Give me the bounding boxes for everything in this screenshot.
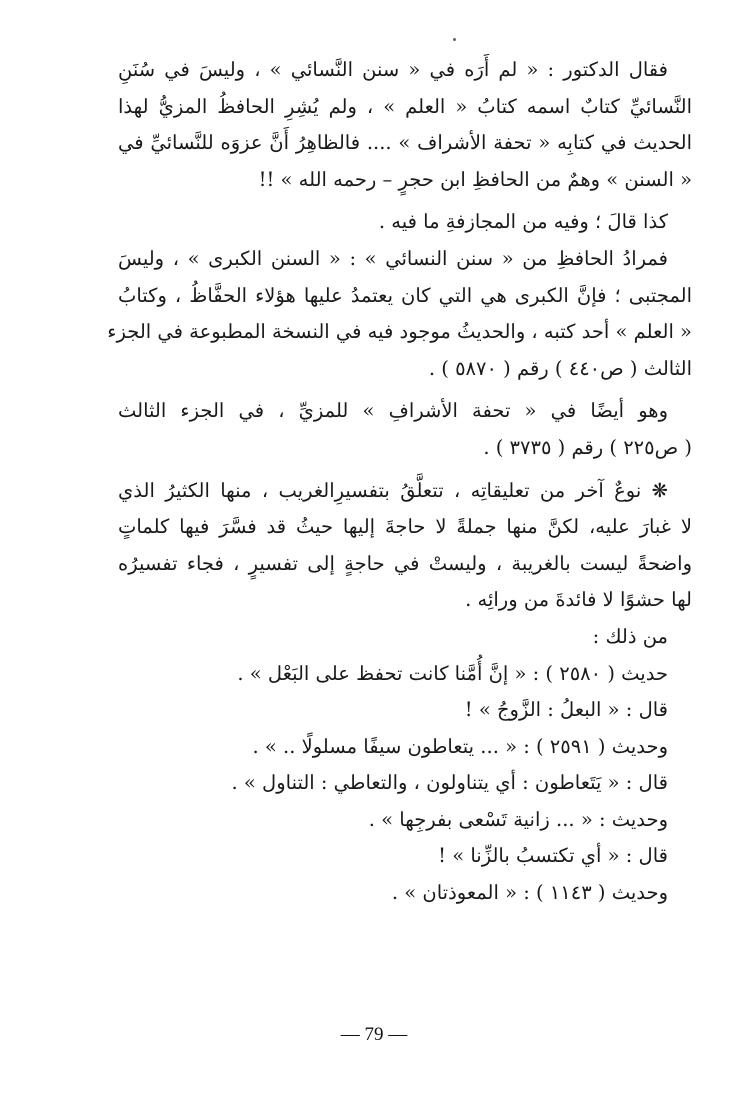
examples-intro: من ذلك :: [592, 624, 668, 648]
text-line: كذا قالَ ؛ وفيه من المجازفةِ ما فيه .: [378, 210, 668, 234]
paragraph-hafiz-intent: [107, 241, 692, 387]
text-line: « السنن » وهمٌ من الحافظِ ابن حجرٍ – رحمه الله » !!: [258, 167, 692, 191]
example-line: وحديث ( ١١٤٣ ) : « المعوذتان » .: [391, 881, 668, 905]
example-line: وحديث : « ... زانية تَسْعى بفرجِها » .: [368, 807, 668, 831]
text-line: النَّسائيِّ كتابٌ اسمه كتابُ « العلم » ، ولم يُشِرِ الحافظُ المزيُّ لهذا: [118, 94, 692, 118]
text-line: لها حشوًا لا فائدةَ من ورائِه .: [465, 588, 692, 612]
text-line: واضحةً ليست بالغريبة ، وليستْ في حاجةٍ إلى تفسيرٍ ، فجاء تفسيرُه: [118, 551, 692, 575]
body-text: [107, 52, 692, 912]
example-line: قال : « أي تكتسبُ بالزِّنا » !: [438, 844, 668, 868]
paragraph-doctor-quote: [118, 52, 692, 198]
text-line: المجتبى ؛ فإنَّ الكبرى هي التي كان يعتمدُ عليها هؤلاء الحفَّاظُ ، وكتابُ: [118, 283, 692, 307]
paragraph-tuhfat-reference: [118, 393, 692, 466]
text-line: لا غبارَ عليه، لكنَّ منها جملةً لا حاجةَ إليها حيثُ قد فسَّرَ فيها كلماتٍ: [118, 515, 692, 539]
text-line: فقال الدكتور : « لم أَرَه في « سنن النَّسائي » ، وليسَ في سُنَنِ: [118, 58, 668, 81]
scan-dot-mark: [453, 38, 456, 41]
text-line: ❋ نوعٌ آخر من تعليقاتِه ، تتعلَّقُ بتفسيرِالغريب ، منها الكثيرُ الذي: [118, 478, 668, 502]
text-line: وهو أيضًا في « تحفة الأشرافِ » للمزيِّ ، في الجزء الثالث: [118, 399, 668, 423]
example-line: قال : « البعلُ : الزَّوجُ » !: [464, 698, 668, 722]
text-line: « العلم » أحد كتبه ، والحديثُ موجود فيه في النسخة المطبوعة في الجزء: [107, 320, 692, 344]
example-line: حديث ( ٢٥٨٠ ) : « إنَّ أُمَّنا كانت تحفظ على البَعْل » .: [237, 661, 668, 685]
paragraph-gharib-explanations: [118, 473, 692, 619]
page-number: — 79 —: [340, 1024, 408, 1045]
example-line: قال : « يَتَعاطون : أي يتناولون ، والتعاطي : التناول » .: [231, 771, 668, 795]
paragraph-comment: [118, 204, 692, 241]
text-line: فمرادُ الحافظِ من « سنن النسائي » : « السنن الكبرى » ، وليسَ: [118, 246, 668, 270]
text-line: الثالث ( ص٤٤٠ ) رقم ( ٥٨٧٠ ) .: [428, 356, 692, 380]
text-line: ( ص٢٢٥ ) رقم ( ٣٧٣٥ ) .: [483, 435, 692, 459]
example-line: وحديث ( ٢٥٩١ ) : « ... يتعاطون سيفًا مسلولًا .. » .: [252, 734, 668, 758]
text-line: الحديث في كتابِه « تحفة الأشراف » .... فالظاهِرُ أَنَّ عزوَه للنَّسائيِّ في: [118, 131, 692, 155]
